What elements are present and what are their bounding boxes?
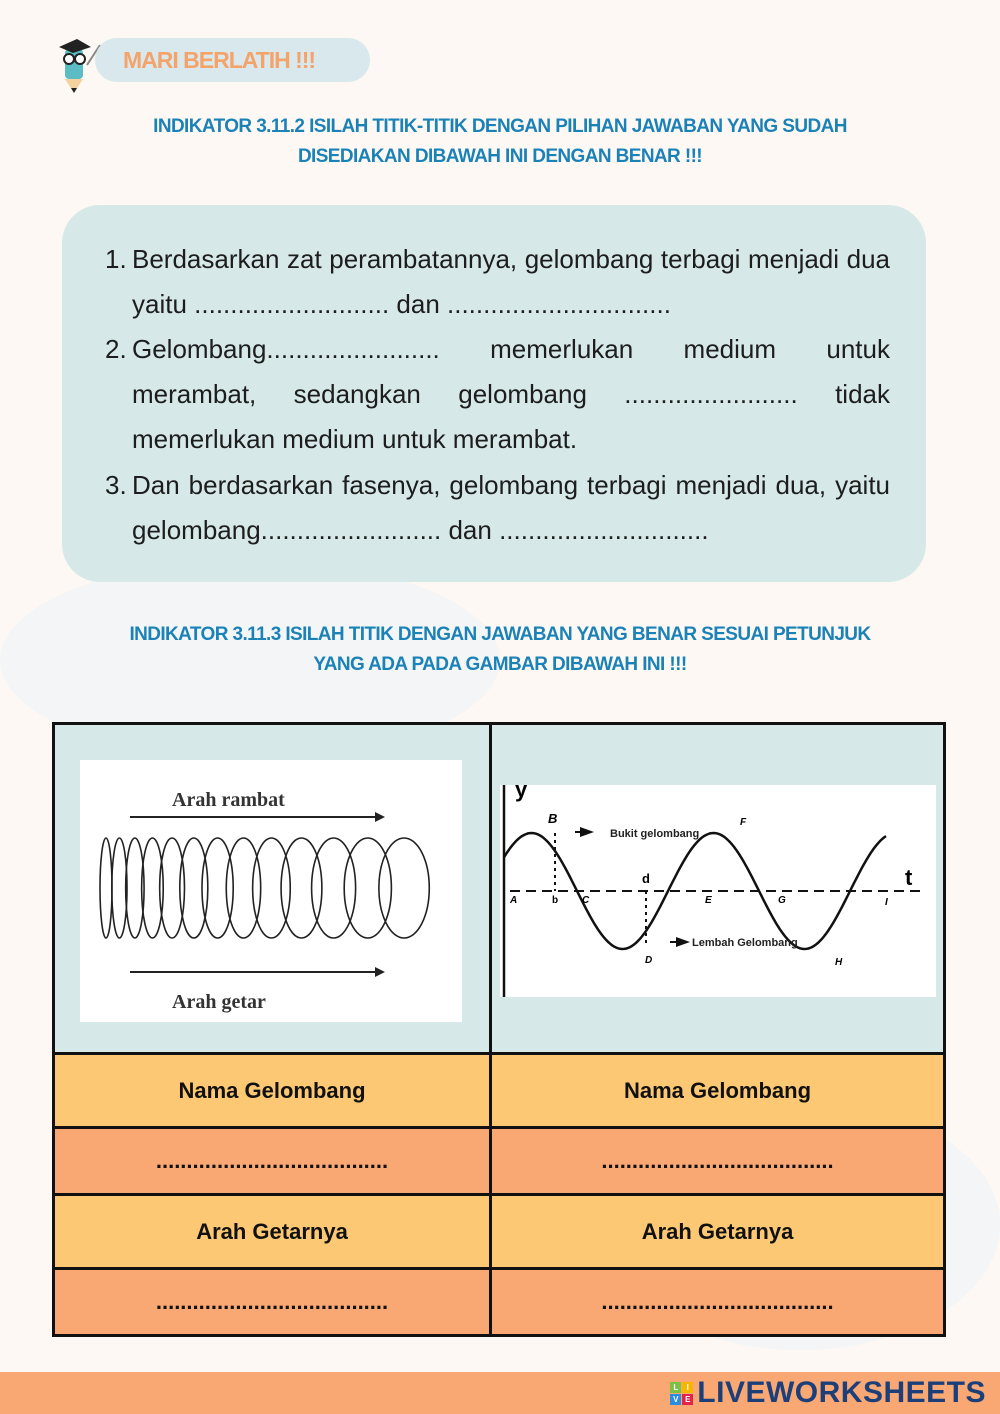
arah-rambat-label: Arah rambat [172, 789, 285, 811]
badge-letter: L [670, 1382, 681, 1393]
point-label: A [510, 895, 518, 906]
question-text[interactable]: Dan berdasarkan fasenya, gelombang terbagi menjadi dua, yaitu gelombang......................... dan ............................. [132, 470, 890, 545]
bukit-label: Bukit gelombang [610, 828, 700, 840]
longitudinal-wave-figure-cell [54, 724, 491, 1054]
indikator-1-title [60, 112, 940, 172]
spring-coil [312, 838, 356, 938]
point-label: b [552, 895, 559, 906]
question-1 [105, 237, 890, 327]
question-number: 3. [105, 470, 127, 500]
point-label: H [835, 957, 843, 968]
spring-coil [100, 838, 112, 938]
point-label: B [548, 811, 558, 826]
point-label: E [705, 895, 712, 906]
arah-getar-answer-2[interactable]: ...................................... [491, 1269, 945, 1336]
t-axis-label: t [905, 865, 913, 890]
point-label: G [778, 895, 786, 906]
point-label: D [645, 955, 653, 966]
arrow-icon [375, 967, 385, 977]
spring-coil [226, 838, 260, 938]
point-label: C [582, 895, 590, 906]
indikator-2-title [60, 620, 940, 680]
badge-letter: E [682, 1394, 693, 1405]
spring-coil [112, 838, 127, 938]
badge-letter: I [682, 1382, 693, 1393]
question-number: 2. [105, 334, 127, 364]
transverse-wave-figure-cell [491, 724, 945, 1054]
arah-getar-header: Arah Getarnya [491, 1195, 945, 1269]
lembah-label: Lembah Gelombang [692, 937, 798, 949]
nama-gelombang-answer-2[interactable]: ...................................... [491, 1128, 945, 1195]
arah-getar-label: Arah getar [172, 991, 266, 1013]
spring-coil [253, 838, 291, 938]
title-line: INDIKATOR 3.11.2 ISILAH TITIK-TITIK DENGAN PILIHAN JAWABAN YANG SUDAH [153, 116, 847, 137]
arah-getar-header: Arah Getarnya [54, 1195, 491, 1269]
answer-table [52, 722, 946, 1337]
badge-letter: V [670, 1394, 681, 1405]
spring-coil [202, 838, 233, 938]
question-number: 1. [105, 244, 127, 274]
arrow-icon [375, 812, 385, 822]
title-line: DISEDIAKAN DIBAWAH INI DENGAN BENAR !!! [297, 146, 703, 167]
question-3 [105, 463, 890, 553]
sine-wave-figure [500, 785, 936, 997]
nama-gelombang-header: Nama Gelombang [54, 1054, 491, 1128]
live-badge-icon [670, 1382, 693, 1405]
spring-coil [379, 838, 429, 938]
nama-gelombang-header: Nama Gelombang [491, 1054, 945, 1128]
spring-coil [281, 838, 322, 938]
question-text[interactable]: Berdasarkan zat perambatannya, gelombang terbagi menjadi dua yaitu ........................... dan ............................... [132, 244, 890, 319]
y-axis-label: y [515, 785, 528, 802]
footer-bar [0, 1372, 1000, 1414]
title-line: INDIKATOR 3.11.3 ISILAH TITIK DENGAN JAWABAN YANG BENAR SESUAI PETUNJUK [129, 624, 871, 645]
arah-getar-answer-1[interactable]: ...................................... [54, 1269, 491, 1336]
spring-coil [344, 838, 391, 938]
question-2 [105, 327, 890, 462]
nama-gelombang-answer-1[interactable]: ...................................... [54, 1128, 491, 1195]
question-text[interactable]: Gelombang........................ memerlukan medium untuk merambat, sedangkan gelombang ........................ tidak memerlukan medium untuk merambat. [132, 334, 890, 454]
spring-wave-figure [80, 760, 462, 1022]
point-label: d [642, 871, 650, 886]
section-header-label: MARI BERLATIH !!! [123, 47, 316, 73]
point-label: F [740, 817, 747, 828]
brand-name: LIVEWORKSHEETS [697, 1376, 986, 1409]
liveworksheets-logo[interactable] [670, 1376, 986, 1410]
point-label: I [885, 897, 888, 908]
section-header-pill [95, 38, 370, 82]
title-line: YANG ADA PADA GAMBAR DIBAWAH INI !!! [313, 654, 687, 675]
